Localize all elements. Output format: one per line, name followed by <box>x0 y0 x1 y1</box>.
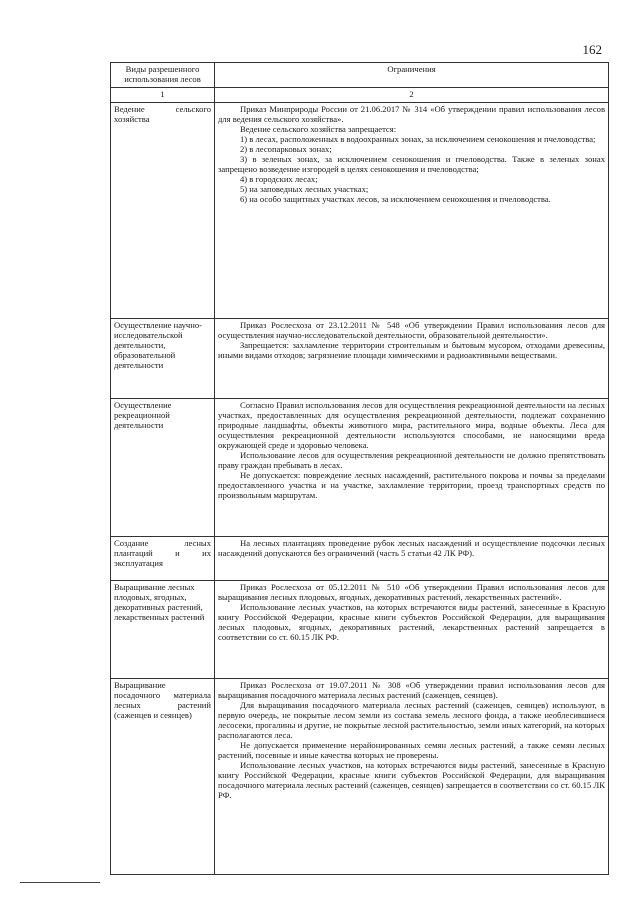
restriction-paragraph: Для выращивания посадочного материала лесных растений (саженцев, сеянцев) используют, в первую очередь, не покрытые лесом земли из состава земель лесного фонда, а также необлесившиеся лесосеки, прогалины и другие, не покрытые лесной растительностью, земли иных категорий, на которых располагаются леса. <box>218 699 605 740</box>
restriction-paragraph: Не допускается: повреждение лесных насаждений, растительного покрова и почвы за пределами предоставленного участка и на участке, захламление территории, проезд транспортных средств по произвольным маршрутам. <box>218 469 605 500</box>
column-number-row <box>111 87 609 102</box>
restriction-paragraph: Согласно Правил использования лесов для осуществления рекреационной деятельности на лесных участках, предоставленных для осуществления рекреационной деятельности, подлежат сохранению природные ландшафты, объекты животного мира, растительного мира, водные объекты. Леса для осуществления рекреационной деятельности используются способами, не наносящими вреда окружающей среде и здоровью человека. <box>218 399 605 450</box>
page-number: 162 <box>582 42 602 57</box>
usage-type-cell: Создание лесных плантаций и их эксплуатация <box>111 536 215 580</box>
table-row <box>111 318 609 398</box>
restriction-cell <box>215 102 609 318</box>
header-cell-restrictions: Ограничения <box>215 63 609 88</box>
usage-type-cell: Осуществление научно-исследовательской деятельности, образовательной деятельности <box>111 318 215 398</box>
table-row <box>111 536 609 580</box>
restriction-cell <box>215 318 609 398</box>
restriction-paragraph: Приказ Минприроды России от 21.06.2017 № 314 «Об утверждении правил использования лесов для ведения сельского хозяйства». <box>218 103 605 124</box>
restriction-paragraph: На лесных плантациях проведение рубок лесных насаждений и осуществление подсочки лесных насаждений допускаются без ограничений (часть 5 статьи 42 ЛК РФ). <box>218 537 605 558</box>
header-cell-usage-types: Виды разрешенного использования лесов <box>111 63 215 88</box>
restriction-paragraph: Приказ Рослесхоза от 19.07.2011 № 308 «Об утверждении правил использования лесов для выращивания посадочного материала лесных растений (саженцев, сеянцев). <box>218 679 605 700</box>
restriction-paragraph: Ведение сельского хозяйства запрещается: <box>240 123 397 134</box>
restriction-paragraph: 2) в лесопарковых зонах; <box>240 143 332 154</box>
restriction-paragraph: 6) на особо защитных участках лесов, за исключением сенокошения и пчеловодства. <box>240 193 551 204</box>
table-row <box>111 580 609 678</box>
restriction-cell <box>215 536 609 580</box>
table-row <box>111 678 609 874</box>
table-header-row <box>111 63 609 88</box>
column-number-2: 2 <box>215 87 609 102</box>
restriction-paragraph: 3) в зеленых зонах, за исключением сенокошения и пчеловодства. Также в зеленых зонах запрещено возведение изгородей в целях сенокошения и пчеловодства; <box>218 153 605 174</box>
restriction-paragraph: 4) в городских лесах; <box>240 173 318 184</box>
restrictions-table <box>110 62 609 875</box>
restriction-cell <box>215 678 609 874</box>
restriction-paragraph: 1) в лесах, расположенных в водоохранных зонах, за исключением сенокошения и пчеловодства; <box>240 133 596 144</box>
usage-type-cell: Выращивание посадочного материала лесных растений (саженцев и сеянцев) <box>111 678 215 874</box>
usage-type-cell: Ведение сельского хозяйства <box>111 102 215 318</box>
usage-type-cell: Выращивание лесных плодовых, ягодных, декоративных растений, лекарственных растений <box>111 580 215 678</box>
restriction-paragraph: Использование лесных участков, на которых встречаются виды растений, занесенные в Красную книгу Российской Федерации, красные книги субъектов Российской Федерации, для выращивания посадочного материала лесных растений (саженцев, сеянцев) запрещается в соответствии со ст. 60.15 ЛК РФ. <box>218 759 605 800</box>
restriction-paragraph: Не допускается применение нерайонированных семян лесных растений, а также семян лесных растений, посевные и иные качества которых не проверены. <box>218 739 605 760</box>
restriction-paragraph: Использование лесных участков, на которых встречаются виды растений, занесенные в Красную книгу Российской Федерации, красные книги субъектов Российской Федерации, для выращивания лесных плодовых, ягодных, декоративных растений, лекарственных растений запрещается в соответствии со ст. 60.15 ЛК РФ. <box>218 601 605 642</box>
restriction-paragraph: Использование лесов для осуществления рекреационной деятельности не должно препятствовать праву граждан пребывать в лесах. <box>218 449 605 470</box>
restriction-paragraph: Запрещается: захламление территории строительным и бытовым мусором, отходами древесины, иными видами отходов; загрязнение площади химическими и радиоактивными веществами. <box>218 339 605 360</box>
restriction-cell <box>215 580 609 678</box>
restriction-paragraph: Приказ Рослесхоза от 23.12.2011 № 548 «Об утверждении Правил использования лесов для осуществления научно-исследовательской деятельности, образовательной деятельности». <box>218 319 605 340</box>
restriction-paragraph: 5) на заповедных лесных участках; <box>240 183 369 194</box>
table-row <box>111 102 609 318</box>
usage-type-cell: Осуществление рекреационной деятельности <box>111 398 215 536</box>
restriction-paragraph: Приказ Рослесхоза от 05.12.2011 № 510 «Об утверждении Правил использования лесов для выращивания лесных плодовых, ягодных, декоративных растений, лекарственных растений». <box>218 581 605 602</box>
restriction-cell <box>215 398 609 536</box>
footnote-separator <box>20 882 100 883</box>
column-number-1: 1 <box>111 87 215 102</box>
table-row <box>111 398 609 536</box>
